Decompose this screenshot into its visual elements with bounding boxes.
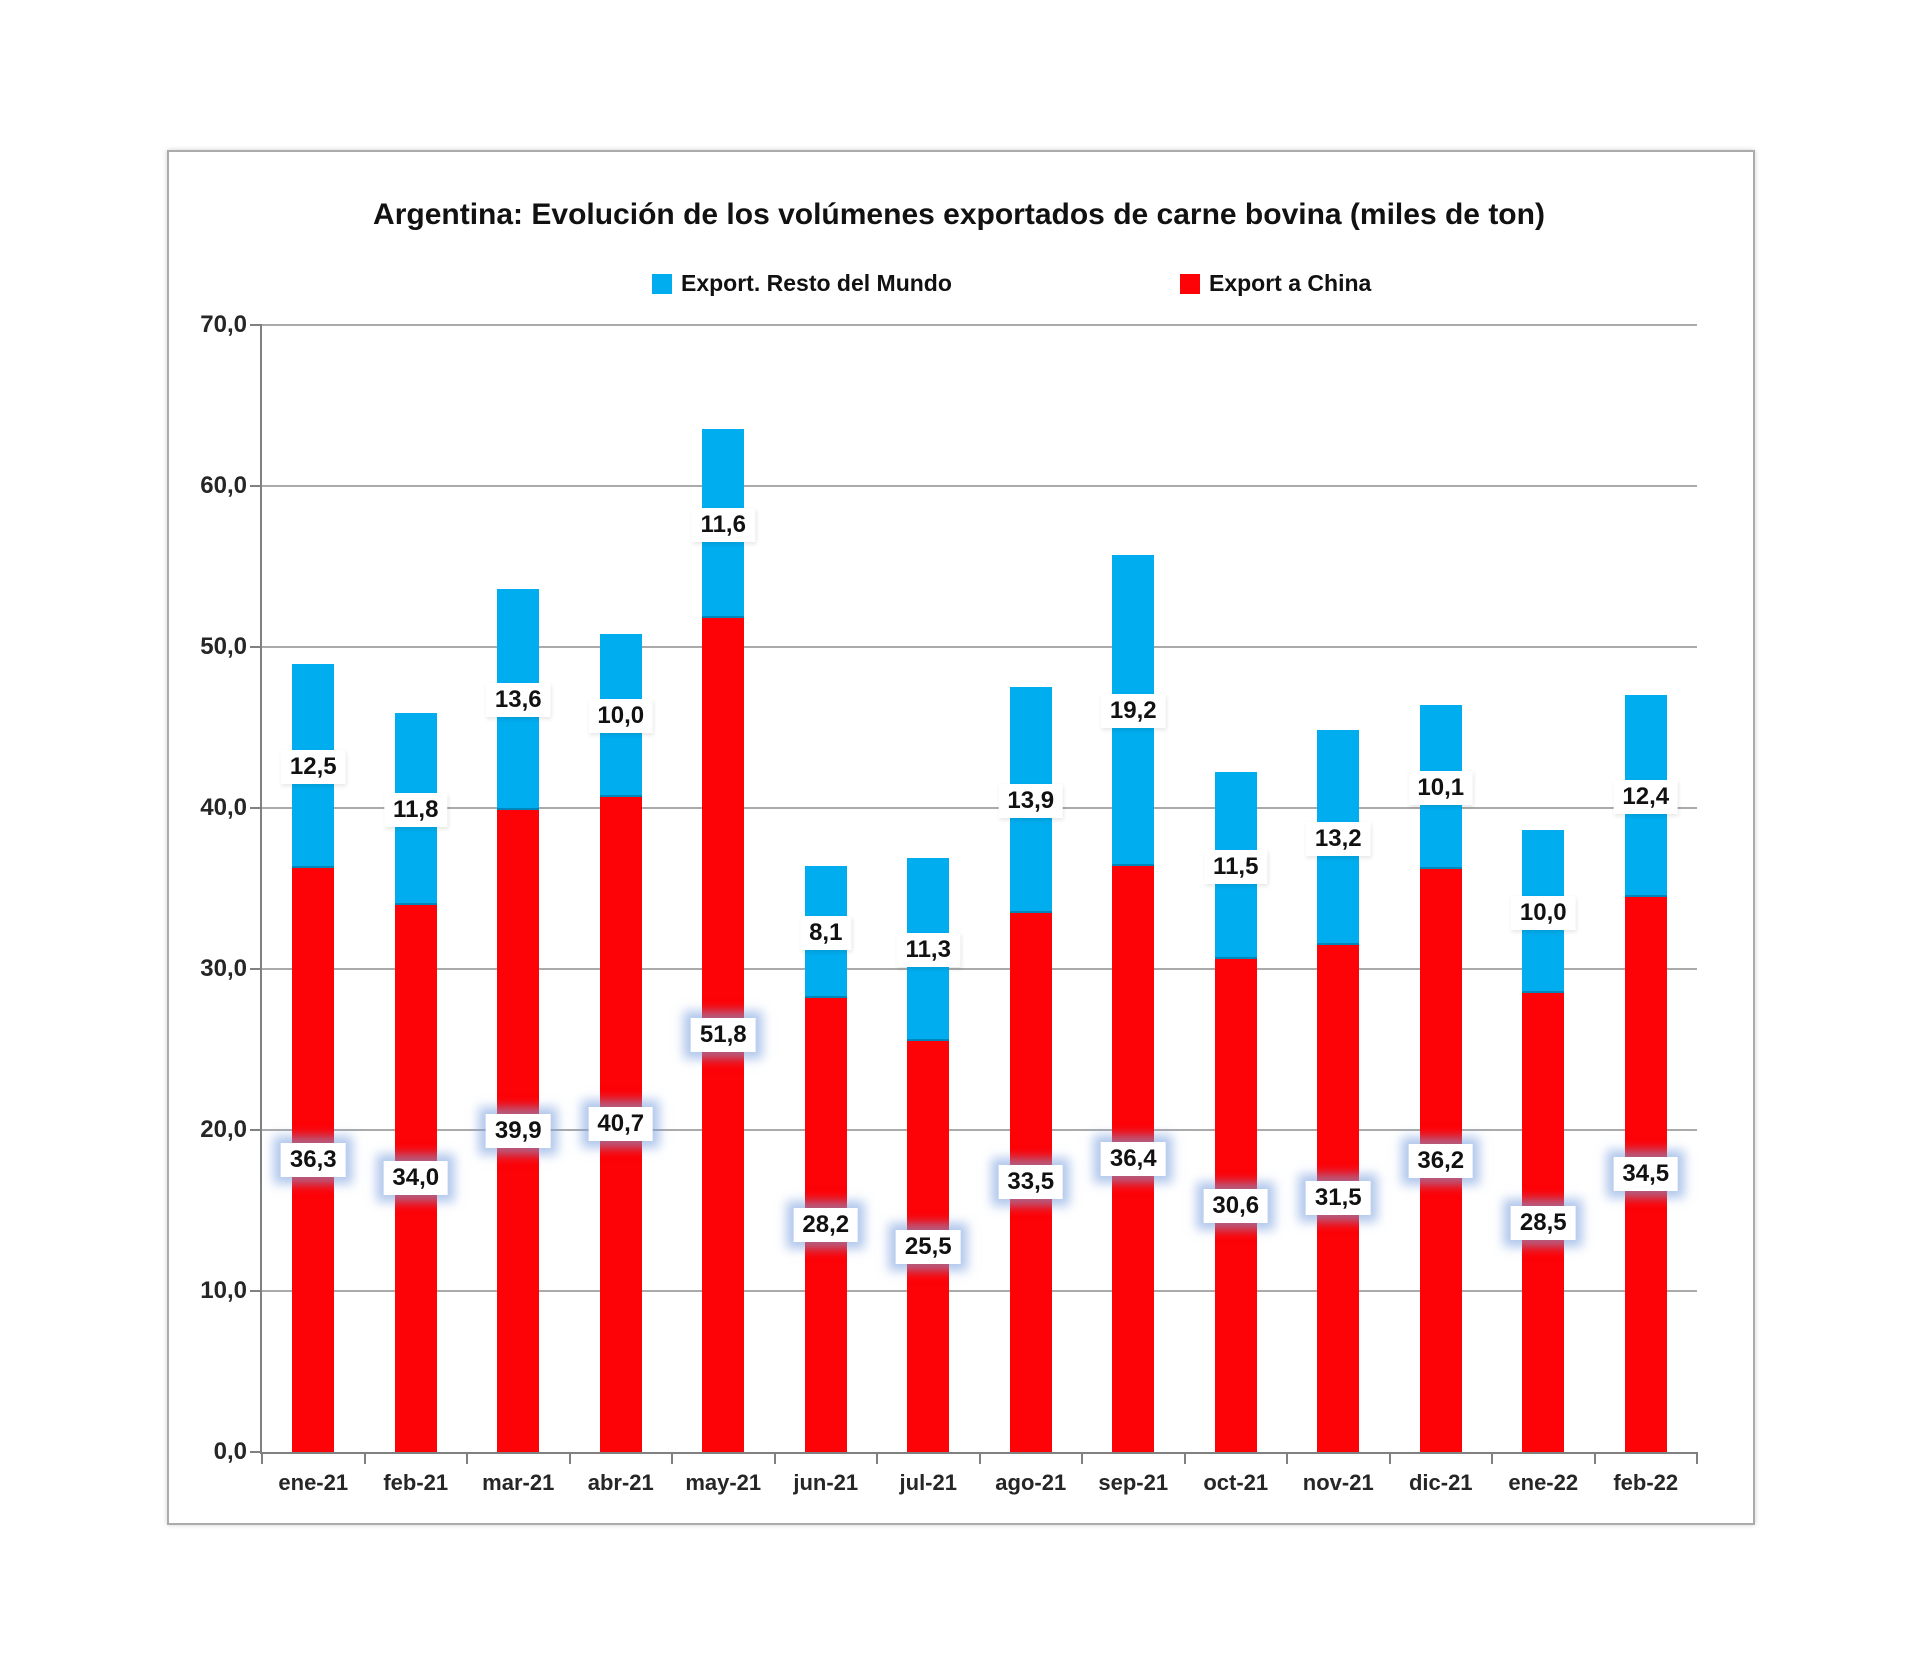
- data-label-resto-del-mundo: 12,5: [281, 750, 346, 784]
- data-label-resto-del-mundo: 19,2: [1101, 694, 1166, 728]
- gridline: [262, 646, 1697, 648]
- data-label-export-china: 30,6: [1203, 1189, 1268, 1223]
- x-axis-tick: [1184, 1452, 1186, 1464]
- data-label-resto-del-mundo: 13,2: [1306, 822, 1371, 856]
- data-label-export-china: 36,2: [1408, 1144, 1473, 1178]
- x-axis-tick: [466, 1452, 468, 1464]
- data-label-export-china: 34,5: [1613, 1157, 1678, 1191]
- y-axis-tick-label: 0,0: [213, 1438, 247, 1465]
- data-label-export-china: 40,7: [588, 1107, 653, 1141]
- gridline: [262, 485, 1697, 487]
- x-axis-tick: [1491, 1452, 1493, 1464]
- x-axis-category-label: abr-21: [587, 1470, 654, 1495]
- x-axis-category-label: dic-21: [1408, 1470, 1473, 1495]
- legend-swatch-red-icon: [1180, 274, 1200, 294]
- x-axis-tick: [876, 1452, 878, 1464]
- data-label-export-china: 51,8: [691, 1018, 756, 1052]
- data-label-export-china: 36,4: [1101, 1142, 1166, 1176]
- chart-title: Argentina: Evolución de los volúmenes exportados de carne bovina (miles de ton): [373, 198, 1545, 231]
- data-label-export-china: 28,2: [793, 1208, 858, 1242]
- data-label-resto-del-mundo: 10,0: [1511, 896, 1576, 930]
- x-axis-category-label: may-21: [685, 1470, 762, 1495]
- data-label-export-china: 31,5: [1306, 1181, 1371, 1215]
- x-axis-tick: [1081, 1452, 1083, 1464]
- x-axis-category-label: mar-21: [482, 1470, 555, 1495]
- legend-label-china: Export a China: [1209, 270, 1372, 296]
- y-axis-tick-label: 50,0: [200, 633, 247, 660]
- data-label-export-china: 36,3: [281, 1143, 346, 1177]
- x-axis-tick: [364, 1452, 366, 1464]
- x-axis-category-label: ago-21: [995, 1470, 1067, 1495]
- y-axis-tick: [250, 646, 262, 648]
- data-label-export-china: 34,0: [383, 1161, 448, 1195]
- data-label-resto-del-mundo: 11,3: [897, 933, 960, 967]
- gridline: [262, 324, 1697, 326]
- data-label-resto-del-mundo: 12,4: [1613, 780, 1678, 814]
- data-label-resto-del-mundo: 8,1: [800, 916, 851, 950]
- plot-area: [200, 311, 1697, 1495]
- y-axis-tick: [250, 968, 262, 970]
- x-axis-category-label: ene-22: [1508, 1470, 1579, 1495]
- x-axis-tick: [671, 1452, 673, 1464]
- legend-item-resto-del-mundo: [652, 270, 952, 297]
- y-axis-tick: [250, 1129, 262, 1131]
- gridline: [262, 1290, 1697, 1292]
- data-label-resto-del-mundo: 10,1: [1408, 771, 1473, 805]
- y-axis-tick: [250, 807, 262, 809]
- x-axis-tick: [1389, 1452, 1391, 1464]
- x-axis-category-label: nov-21: [1302, 1470, 1374, 1495]
- x-axis-category-label: sep-21: [1098, 1470, 1169, 1495]
- x-axis-category-label: feb-22: [1613, 1470, 1679, 1495]
- y-axis-tick: [250, 485, 262, 487]
- legend-swatch-blue-icon: [652, 274, 672, 294]
- gridline: [262, 968, 1697, 970]
- gridline: [262, 807, 1697, 809]
- legend-item-export-china: [1180, 270, 1371, 297]
- x-axis-tick: [774, 1452, 776, 1464]
- data-label-resto-del-mundo: 11,6: [692, 508, 755, 542]
- x-axis-tick: [1286, 1452, 1288, 1464]
- data-label-export-china: 39,9: [486, 1114, 551, 1148]
- y-axis-tick-label: 70,0: [200, 311, 247, 338]
- data-label-export-china: 25,5: [896, 1230, 961, 1264]
- x-axis-tick: [569, 1452, 571, 1464]
- data-label-export-china: 28,5: [1511, 1206, 1576, 1240]
- y-axis-tick-label: 20,0: [200, 1116, 247, 1143]
- y-axis-tick-label: 40,0: [200, 794, 247, 821]
- y-axis-tick: [250, 324, 262, 326]
- legend-label-resto: Export. Resto del Mundo: [681, 270, 952, 296]
- x-axis-category-label: ene-21: [278, 1470, 349, 1495]
- x-axis-tick: [1696, 1452, 1698, 1464]
- data-label-resto-del-mundo: 13,6: [486, 683, 551, 717]
- data-label-resto-del-mundo: 11,8: [384, 793, 447, 827]
- gridline: [262, 1129, 1697, 1131]
- x-axis-category-label: feb-21: [383, 1470, 449, 1495]
- y-axis-tick-label: 30,0: [200, 955, 247, 982]
- x-axis-tick: [261, 1452, 263, 1464]
- data-label-resto-del-mundo: 13,9: [998, 784, 1063, 818]
- x-axis-category-label: jul-21: [899, 1470, 957, 1495]
- data-label-resto-del-mundo: 10,0: [588, 699, 653, 733]
- y-axis-tick-label: 10,0: [200, 1277, 247, 1304]
- x-axis-category-label: jun-21: [793, 1470, 859, 1495]
- y-axis-tick: [250, 1290, 262, 1292]
- data-label-resto-del-mundo: 11,5: [1204, 850, 1267, 884]
- y-axis-tick-label: 60,0: [200, 472, 247, 499]
- data-label-export-china: 33,5: [998, 1165, 1063, 1199]
- x-axis-tick: [979, 1452, 981, 1464]
- x-axis-category-label: oct-21: [1203, 1470, 1269, 1495]
- x-axis-tick: [1594, 1452, 1596, 1464]
